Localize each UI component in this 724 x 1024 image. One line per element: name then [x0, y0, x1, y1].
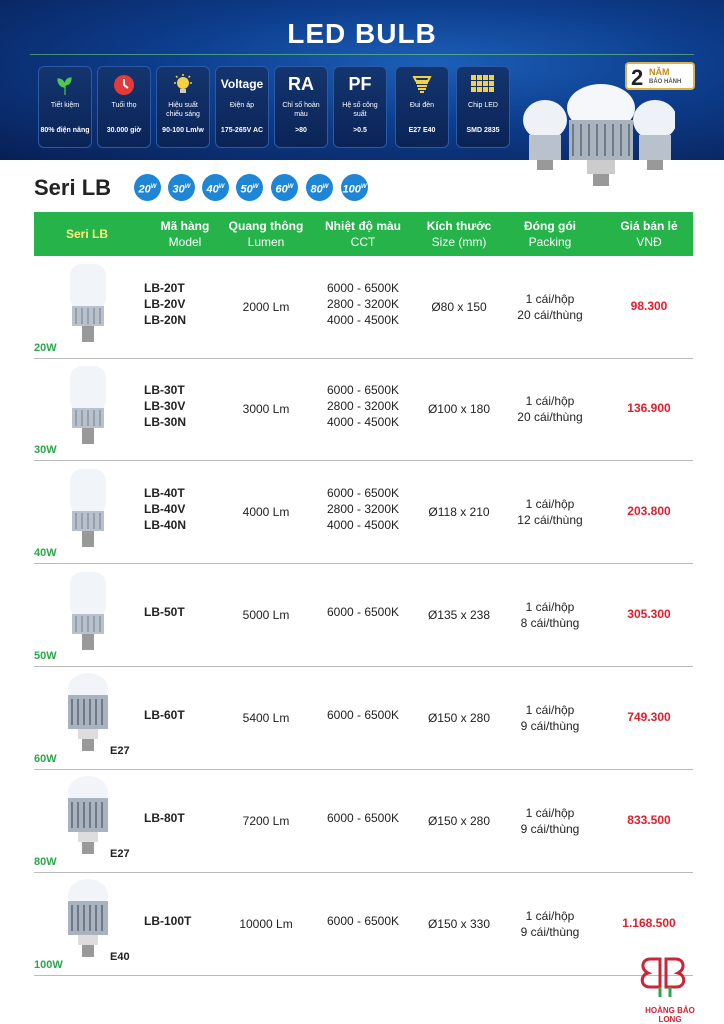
model-cell [144, 382, 186, 430]
feature-socket: Đui đèn E27 E40 [395, 66, 449, 148]
model-cell [144, 604, 185, 620]
model-code: LB-30N [144, 415, 187, 429]
size-cell: Ø150 x 280 [427, 711, 491, 725]
packing-value: 1 cái/hộp [525, 292, 575, 306]
watt-badge-40: $40^W$ [202, 174, 229, 201]
feature-chip: Chip LED SMD 2835 [456, 66, 510, 148]
cct-cell [310, 913, 416, 929]
packing-value: 1 cái/hộp [525, 703, 575, 717]
model-code: LB-80T [144, 811, 185, 825]
bulb-image [62, 465, 114, 557]
feature-ra: RA Chỉ số hoàn màu >80 [274, 66, 328, 148]
packing-cell [506, 291, 594, 323]
price-cell: 203.800 [627, 504, 671, 518]
model-code: LB-40V [144, 502, 186, 516]
packing-value: 1 cái/hộp [525, 600, 575, 614]
watt-badge-50: $50^W$ [236, 174, 263, 201]
lumen-cell: 5400 Lm [242, 711, 290, 725]
socket-icon [396, 67, 448, 101]
watt-badge-100: $100^W$ [341, 174, 368, 201]
watt-badge-80: $80^W$ [306, 174, 333, 201]
table-header [34, 212, 693, 256]
pf-icon: PF [348, 74, 372, 94]
header-cct: Nhiệt độ màu CCT [324, 219, 401, 249]
row-watt-label: 30W [34, 444, 57, 456]
packing-value: 8 cái/thùng [520, 616, 580, 630]
cct-cell [310, 485, 416, 533]
table-row [34, 770, 693, 873]
model-code: LB-40N [144, 518, 187, 532]
model-code: LB-30V [144, 399, 186, 413]
brand-logo [636, 955, 704, 1024]
packing-value: 20 cái/thùng [517, 410, 583, 424]
model-code: LB-100T [144, 914, 192, 928]
ra-icon: RA [288, 74, 314, 94]
cct-cell [310, 280, 416, 328]
table-row [34, 667, 693, 770]
price-cell: 749.300 [627, 710, 671, 724]
table-row [34, 358, 693, 461]
bulb-image [62, 568, 114, 660]
packing-value: 9 cái/thùng [520, 719, 580, 733]
cct-value: 2800 - 3200K [326, 502, 400, 516]
header-model: Mã hàng Model [160, 219, 210, 249]
price-cell: 1.168.500 [622, 916, 676, 930]
price-cell: 136.900 [627, 401, 671, 415]
cct-cell [310, 604, 416, 620]
bulb-icon [157, 67, 209, 101]
packing-cell [506, 805, 594, 837]
cct-value: 4000 - 4500K [326, 518, 400, 532]
cct-value: 2800 - 3200K [326, 297, 400, 311]
size-cell: Ø150 x 330 [427, 917, 491, 931]
row-watt-label: 80W [34, 856, 57, 868]
packing-value: 1 cái/hộp [525, 497, 575, 511]
model-code: LB-50T [144, 605, 185, 619]
price-cell: 98.300 [630, 299, 668, 313]
row-watt-label: 50W [34, 650, 57, 662]
header-size: Kích thước Size (mm) [426, 219, 492, 249]
cct-value: 6000 - 6500K [326, 605, 400, 619]
size-cell: Ø135 x 238 [427, 608, 491, 622]
packing-cell [506, 702, 594, 734]
packing-value: 12 cái/thùng [517, 513, 583, 527]
socket-label: E27 [110, 745, 130, 757]
lumen-cell: 10000 Lm [239, 917, 293, 931]
leaf-icon [39, 67, 91, 101]
packing-value: 20 cái/thùng [517, 308, 583, 322]
cct-cell [310, 810, 416, 826]
feature-lifespan: Tuổi thọ 30.000 giờ [97, 66, 151, 148]
lumen-cell: 5000 Lm [242, 608, 290, 622]
watt-badge-20: $20^W$ [134, 174, 161, 201]
cct-value: 6000 - 6500K [326, 708, 400, 722]
size-cell: Ø80 x 150 [431, 300, 487, 314]
table-row [34, 873, 693, 976]
model-code: LB-20N [144, 313, 187, 327]
row-watt-label: 40W [34, 547, 57, 559]
model-code: LB-60T [144, 708, 185, 722]
model-cell [144, 707, 185, 723]
model-code: LB-20V [144, 297, 186, 311]
bulb-image [62, 362, 114, 454]
lumen-cell: 4000 Lm [242, 505, 290, 519]
watt-badge-60: $60^W$ [271, 174, 298, 201]
model-code: LB-20T [144, 281, 185, 295]
bulb-image [62, 774, 114, 866]
feature-efficiency: Hiệu suất chiếu sáng 90-100 Lm/w [156, 66, 210, 148]
lumen-cell: 2000 Lm [242, 300, 290, 314]
feature-pf: PF Hệ số công suất >0.5 [333, 66, 387, 148]
cct-value: 6000 - 6500K [326, 811, 400, 825]
packing-cell [506, 599, 594, 631]
cct-value: 4000 - 4500K [326, 415, 400, 429]
row-watt-label: 60W [34, 753, 57, 765]
packing-value: 1 cái/hộp [525, 394, 575, 408]
socket-label: E40 [110, 951, 130, 963]
lumen-cell: 3000 Lm [242, 402, 290, 416]
price-cell: 833.500 [627, 813, 671, 827]
size-cell: Ø100 x 180 [427, 402, 491, 416]
model-cell [144, 913, 191, 929]
row-watt-label: 20W [34, 342, 57, 354]
size-cell: Ø118 x 210 [428, 505, 490, 519]
size-cell: Ø150 x 280 [427, 814, 491, 828]
price-cell: 305.300 [627, 607, 671, 621]
hero-bulbs-image [515, 80, 675, 190]
table-row [34, 256, 693, 359]
cct-cell [310, 707, 416, 723]
cct-value: 6000 - 6500K [326, 486, 400, 500]
chip-icon [457, 67, 509, 101]
cct-cell [310, 382, 416, 430]
voltage-icon: Voltage [220, 77, 264, 91]
packing-value: 1 cái/hộp [525, 909, 575, 923]
cct-value: 6000 - 6500K [326, 914, 400, 928]
bulb-image [62, 671, 114, 763]
packing-cell [506, 393, 594, 425]
feature-saving: Tiết kiệm 80% điện năng [38, 66, 92, 148]
table-row [34, 461, 693, 564]
packing-value: 9 cái/thùng [520, 822, 580, 836]
page-title: LED BULB [287, 18, 437, 49]
logo-text: HOÀNG BẢO LONG [645, 1006, 695, 1024]
feature-voltage: Voltage Điện áp 175-265V AC [215, 66, 269, 148]
warranty-badge: 2 NĂM BẢO HÀNH [625, 62, 695, 90]
header-lumen: Quang thông Lumen [228, 219, 304, 249]
lumen-cell: 7200 Lm [242, 814, 290, 828]
header-banner [0, 0, 724, 160]
packing-cell [506, 496, 594, 528]
header-packing: Đóng gói Packing [524, 219, 576, 249]
watt-badge-30: $30^W$ [168, 174, 195, 201]
model-cell [144, 810, 185, 826]
header-price: Giá bán lẻ VNĐ [620, 219, 678, 249]
packing-value: 9 cái/thùng [520, 925, 580, 939]
model-code: LB-30T [144, 383, 185, 397]
logo-mark [636, 955, 704, 1001]
cct-value: 4000 - 4500K [326, 313, 400, 327]
cct-value: 6000 - 6500K [326, 383, 400, 397]
bulb-image [62, 877, 114, 969]
title-divider [30, 54, 694, 55]
model-code: LB-40T [144, 486, 185, 500]
model-cell [144, 280, 186, 328]
packing-cell [506, 908, 594, 940]
packing-value: 1 cái/hộp [525, 806, 575, 820]
header-series: Seri LB [65, 227, 108, 241]
row-watt-label: 100W [34, 959, 63, 971]
table-row [34, 564, 693, 667]
bulb-image [62, 260, 114, 352]
series-title: Seri LB [34, 175, 112, 200]
socket-label: E27 [110, 848, 130, 860]
model-cell [144, 485, 186, 533]
clock-icon [98, 67, 150, 101]
cct-value: 2800 - 3200K [326, 399, 400, 413]
cct-value: 6000 - 6500K [326, 281, 400, 295]
